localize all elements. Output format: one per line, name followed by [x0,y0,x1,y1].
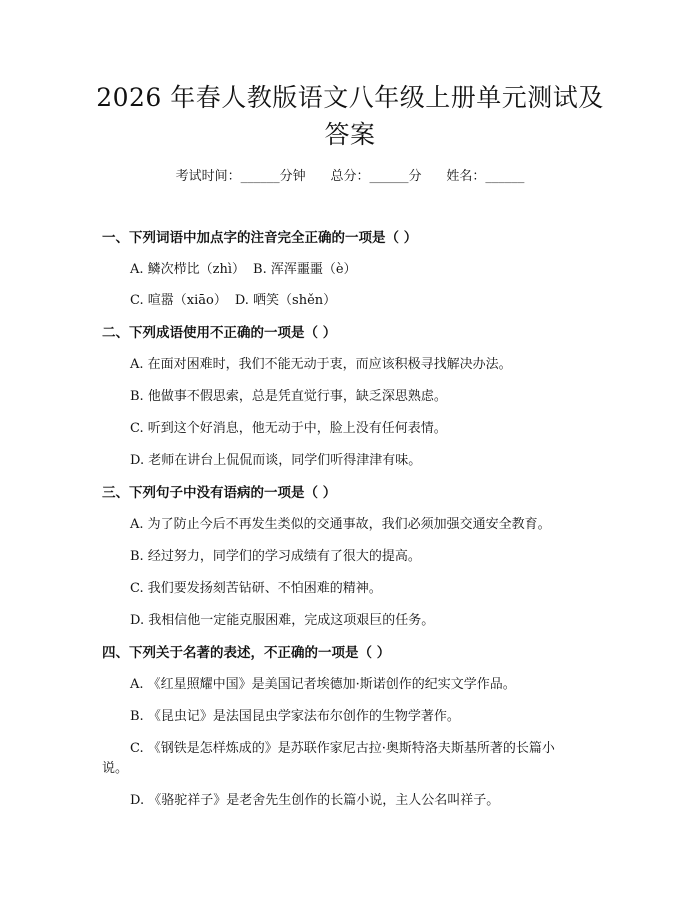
exam-score-label: 总分： [330,169,370,184]
question-1-options-row-2 [130,292,336,310]
exam-time-blank: ______ [240,169,280,184]
question-1-option-d: D. 哂笑（shěn） [234,293,337,308]
question-4-title: 四、下列关于名著的表述，不正确的一项是（ ） [102,645,391,661]
question-2-option-c: C. 听到这个好消息，他无动于中，脸上没有任何表情。 [130,421,447,436]
exam-name-blank: ______ [485,169,525,184]
question-3-option-a: A. 为了防止今后不再发生类似的交通事故，我们必须加强交通安全教育。 [130,517,551,532]
question-3-title: 三、下列句子中没有语病的一项是（ ） [102,485,337,501]
page-title-line-2: 答案 [324,120,376,149]
exam-score-unit: 分 [408,169,422,184]
exam-score-blank: ______ [369,169,409,184]
question-1-option-c: C. 喧嚣（xiāo） [130,293,227,308]
question-2-title: 二、下列成语使用不正确的一项是（ ） [102,325,337,341]
exam-name-label: 姓名： [446,169,486,184]
question-2-option-d: D. 老师在讲台上侃侃而谈，同学们听得津津有味。 [130,453,422,468]
exam-time-label: 考试时间： [175,169,241,184]
question-4-option-d: D. 《骆驼祥子》是老舍先生创作的长篇小说，主人公名叫祥子。 [130,793,500,808]
question-3-option-c: C. 我们要发扬刻苦钻研、不怕困难的精神。 [130,581,382,596]
exam-info-line [0,168,700,186]
question-2-option-b: B. 他做事不假思索，总是凭直觉行事，缺乏深思熟虑。 [130,389,447,404]
question-3-option-b: B. 经过努力，同学们的学习成绩有了很大的提高。 [130,549,421,564]
question-1-title: 一、下列词语中加点字的注音完全正确的一项是（ ） [102,230,418,246]
question-1-option-b: B. 浑浑噩噩（è） [253,262,357,277]
exam-time-unit: 分钟 [279,169,306,184]
question-4-option-c-continuation: 说。 [102,761,129,776]
question-3-option-d: D. 我相信他一定能克服困难，完成这项艰巨的任务。 [130,613,435,628]
page-title-line-1: 2026 年春人教版语文八年级上册单元测试及 [96,83,604,112]
question-4-option-c: C. 《钢铁是怎样炼成的》是苏联作家尼古拉·奥斯特洛夫斯基所著的长篇小 [130,741,555,756]
question-1-option-a: A. 鳞次栉比（zhì） [130,262,246,277]
question-4-option-a: A. 《红星照耀中国》是美国记者埃德加·斯诺创作的纪实文学作品。 [130,677,516,692]
question-2-option-a: A. 在面对困难时，我们不能无动于衷，而应该积极寻找解决办法。 [130,357,512,372]
question-1-options-row-1 [130,261,357,279]
question-4-option-b: B. 《昆虫记》是法国昆虫学家法布尔创作的生物学著作。 [130,709,460,724]
